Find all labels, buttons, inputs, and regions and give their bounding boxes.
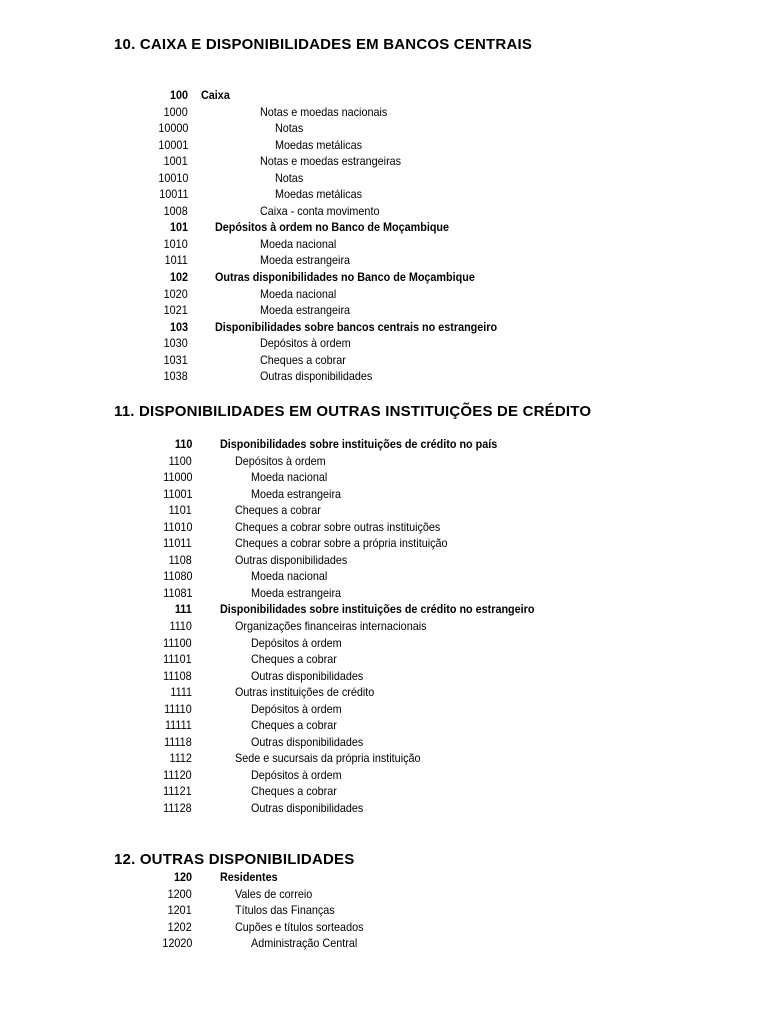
account-code: 1200 <box>167 886 192 901</box>
account-code: 11011 <box>163 536 192 551</box>
account-code: 11121 <box>163 784 192 799</box>
account-row <box>0 486 768 503</box>
account-label: Cheques a cobrar <box>251 784 337 799</box>
account-row <box>0 502 768 519</box>
account-code: 1110 <box>169 619 192 634</box>
account-label: Moeda estrangeira <box>260 303 351 318</box>
account-code: 1108 <box>168 552 192 567</box>
account-row <box>0 651 768 668</box>
account-code: 11108 <box>163 668 192 683</box>
account-code: 1020 <box>163 286 188 301</box>
account-row <box>0 286 768 303</box>
account-code: 11101 <box>163 652 192 667</box>
account-row <box>0 886 768 903</box>
account-row <box>0 902 768 919</box>
account-label: Depósitos à ordem <box>235 453 326 468</box>
account-code: 110 <box>174 437 192 451</box>
account-code: 11100 <box>163 635 192 650</box>
account-group-row <box>0 87 768 104</box>
account-row <box>0 368 768 385</box>
account-code: 1011 <box>164 253 188 268</box>
account-label: Cheques a cobrar sobre outras instituições <box>235 519 441 534</box>
account-label: Depósitos à ordem <box>251 767 342 782</box>
account-row <box>0 717 768 734</box>
account-label: Outras disponibilidades no Banco de Moçambique <box>215 270 475 285</box>
account-row <box>0 352 768 369</box>
account-label: Outras disponibilidades <box>251 734 364 749</box>
account-row <box>0 186 768 203</box>
account-group-row <box>0 319 768 336</box>
account-label: Depósitos à ordem no Banco de Moçambique <box>215 220 450 235</box>
account-label: Cupões e títulos sorteados <box>235 919 364 934</box>
account-label: Disponibilidades sobre bancos centrais no estrangeiro <box>215 319 498 334</box>
account-row <box>0 170 768 187</box>
account-row <box>0 684 768 701</box>
account-row <box>0 535 768 552</box>
account-code: 11111 <box>165 718 192 733</box>
account-code: 1038 <box>163 369 188 384</box>
account-code: 1000 <box>163 104 188 119</box>
account-code: 1201 <box>167 903 192 918</box>
account-row <box>0 120 768 137</box>
account-label: Moedas metálicas <box>275 137 363 152</box>
account-code: 11120 <box>163 767 192 782</box>
account-label: Notas <box>275 170 304 185</box>
account-code: 11010 <box>162 519 192 534</box>
account-code: 11118 <box>164 734 192 749</box>
account-label: Caixa - conta movimento <box>260 203 380 218</box>
account-row <box>0 618 768 635</box>
account-group-row <box>0 436 768 453</box>
account-label: Moeda estrangeira <box>260 253 351 268</box>
account-label: Moeda estrangeira <box>251 585 342 600</box>
account-label: Cheques a cobrar <box>235 503 321 518</box>
account-label: Disponibilidades sobre instituições de crédito no estrangeiro <box>220 602 535 617</box>
account-code: 11110 <box>164 701 192 716</box>
section-11-account-list <box>0 436 768 817</box>
account-label: Outras disponibilidades <box>235 552 348 567</box>
account-label: Outras disponibilidades <box>251 801 364 816</box>
account-label: Cheques a cobrar <box>251 652 337 667</box>
account-row <box>0 335 768 352</box>
account-label: Outras disponibilidades <box>251 668 364 683</box>
account-row <box>0 568 768 585</box>
account-row <box>0 800 768 817</box>
account-row <box>0 767 768 784</box>
account-code: 1031 <box>163 352 188 367</box>
account-row <box>0 635 768 652</box>
account-row <box>0 252 768 269</box>
account-row <box>0 552 768 569</box>
account-code: 10001 <box>157 137 188 152</box>
account-code: 10000 <box>157 121 188 136</box>
account-label: Organizações financeiras internacionais <box>235 619 427 634</box>
account-code: 111 <box>175 602 192 617</box>
account-row <box>0 668 768 685</box>
account-row <box>0 153 768 170</box>
account-row <box>0 935 768 952</box>
account-code: 1111 <box>170 685 192 700</box>
account-code: 1112 <box>169 751 192 766</box>
account-row <box>0 302 768 319</box>
account-row <box>0 734 768 751</box>
section-10-account-list <box>0 87 768 385</box>
account-label: Sede e sucursais da própria instituição <box>235 751 421 766</box>
account-row <box>0 585 768 602</box>
account-code: 103 <box>169 319 188 334</box>
account-label: Cheques a cobrar <box>251 718 337 733</box>
account-row <box>0 750 768 767</box>
account-code: 11001 <box>162 486 192 501</box>
account-code: 1101 <box>168 503 192 518</box>
account-code: 11081 <box>162 585 192 600</box>
account-code: 1100 <box>168 453 192 468</box>
account-code: 10010 <box>157 170 188 185</box>
account-row <box>0 701 768 718</box>
account-label: Moedas metálicas <box>275 187 363 202</box>
account-row <box>0 104 768 121</box>
account-group-row <box>0 869 768 886</box>
account-code: 10011 <box>158 187 188 202</box>
account-code: 1001 <box>163 154 188 169</box>
account-label: Moeda nacional <box>251 470 328 485</box>
account-label: Moeda nacional <box>260 236 337 251</box>
section-12-title: 12. OUTRAS DISPONIBILIDADES <box>114 851 355 868</box>
account-label: Cheques a cobrar <box>260 352 346 367</box>
account-row <box>0 519 768 536</box>
account-code: 12020 <box>161 936 192 951</box>
account-code: 1030 <box>163 336 188 351</box>
account-label: Cheques a cobrar sobre a própria instituição <box>235 536 448 551</box>
account-code: 1202 <box>167 919 192 934</box>
account-label: Depósitos à ordem <box>251 635 342 650</box>
account-row <box>0 783 768 800</box>
account-label: Notas e moedas nacionais <box>260 104 388 119</box>
account-code: 11080 <box>162 569 192 584</box>
account-label: Vales de correio <box>235 886 313 901</box>
account-code: 1008 <box>163 203 188 218</box>
account-label: Moeda estrangeira <box>251 486 342 501</box>
account-row <box>0 453 768 470</box>
account-label: Disponibilidades sobre instituições de crédito no país <box>220 437 498 451</box>
account-label: Administração Central <box>251 936 358 951</box>
account-label: Notas <box>275 121 304 136</box>
account-code: 1021 <box>163 303 188 318</box>
account-code: 11000 <box>162 470 192 485</box>
account-row <box>0 919 768 936</box>
account-label: Outras instituições de crédito <box>235 685 375 700</box>
account-label: Depósitos à ordem <box>260 336 351 351</box>
account-row <box>0 469 768 486</box>
account-code: 100 <box>169 88 188 102</box>
account-label: Moeda nacional <box>260 286 337 301</box>
account-label: Moeda nacional <box>251 569 328 584</box>
account-label: Notas e moedas estrangeiras <box>260 154 402 169</box>
account-code: 1010 <box>163 236 188 251</box>
account-label: Residentes <box>220 870 278 884</box>
section-10-title: 10. CAIXA E DISPONIBILIDADES EM BANCOS CENTRAIS <box>114 36 533 53</box>
account-row <box>0 137 768 154</box>
account-label: Títulos das Finanças <box>235 903 335 918</box>
account-group-row <box>0 219 768 236</box>
account-row <box>0 203 768 220</box>
account-code: 11128 <box>163 801 192 816</box>
account-group-row <box>0 601 768 618</box>
account-code: 101 <box>169 220 188 235</box>
account-label: Outras disponibilidades <box>260 369 373 384</box>
account-label: Depósitos à ordem <box>251 701 342 716</box>
account-group-row <box>0 269 768 286</box>
section-11-title: 11. DISPONIBILIDADES EM OUTRAS INSTITUIÇÕES DE CRÉDITO <box>114 403 592 420</box>
account-code: 102 <box>169 270 188 285</box>
account-label: Caixa <box>201 88 230 102</box>
account-code: 120 <box>173 870 192 884</box>
section-12-account-list <box>0 869 768 952</box>
account-row <box>0 236 768 253</box>
